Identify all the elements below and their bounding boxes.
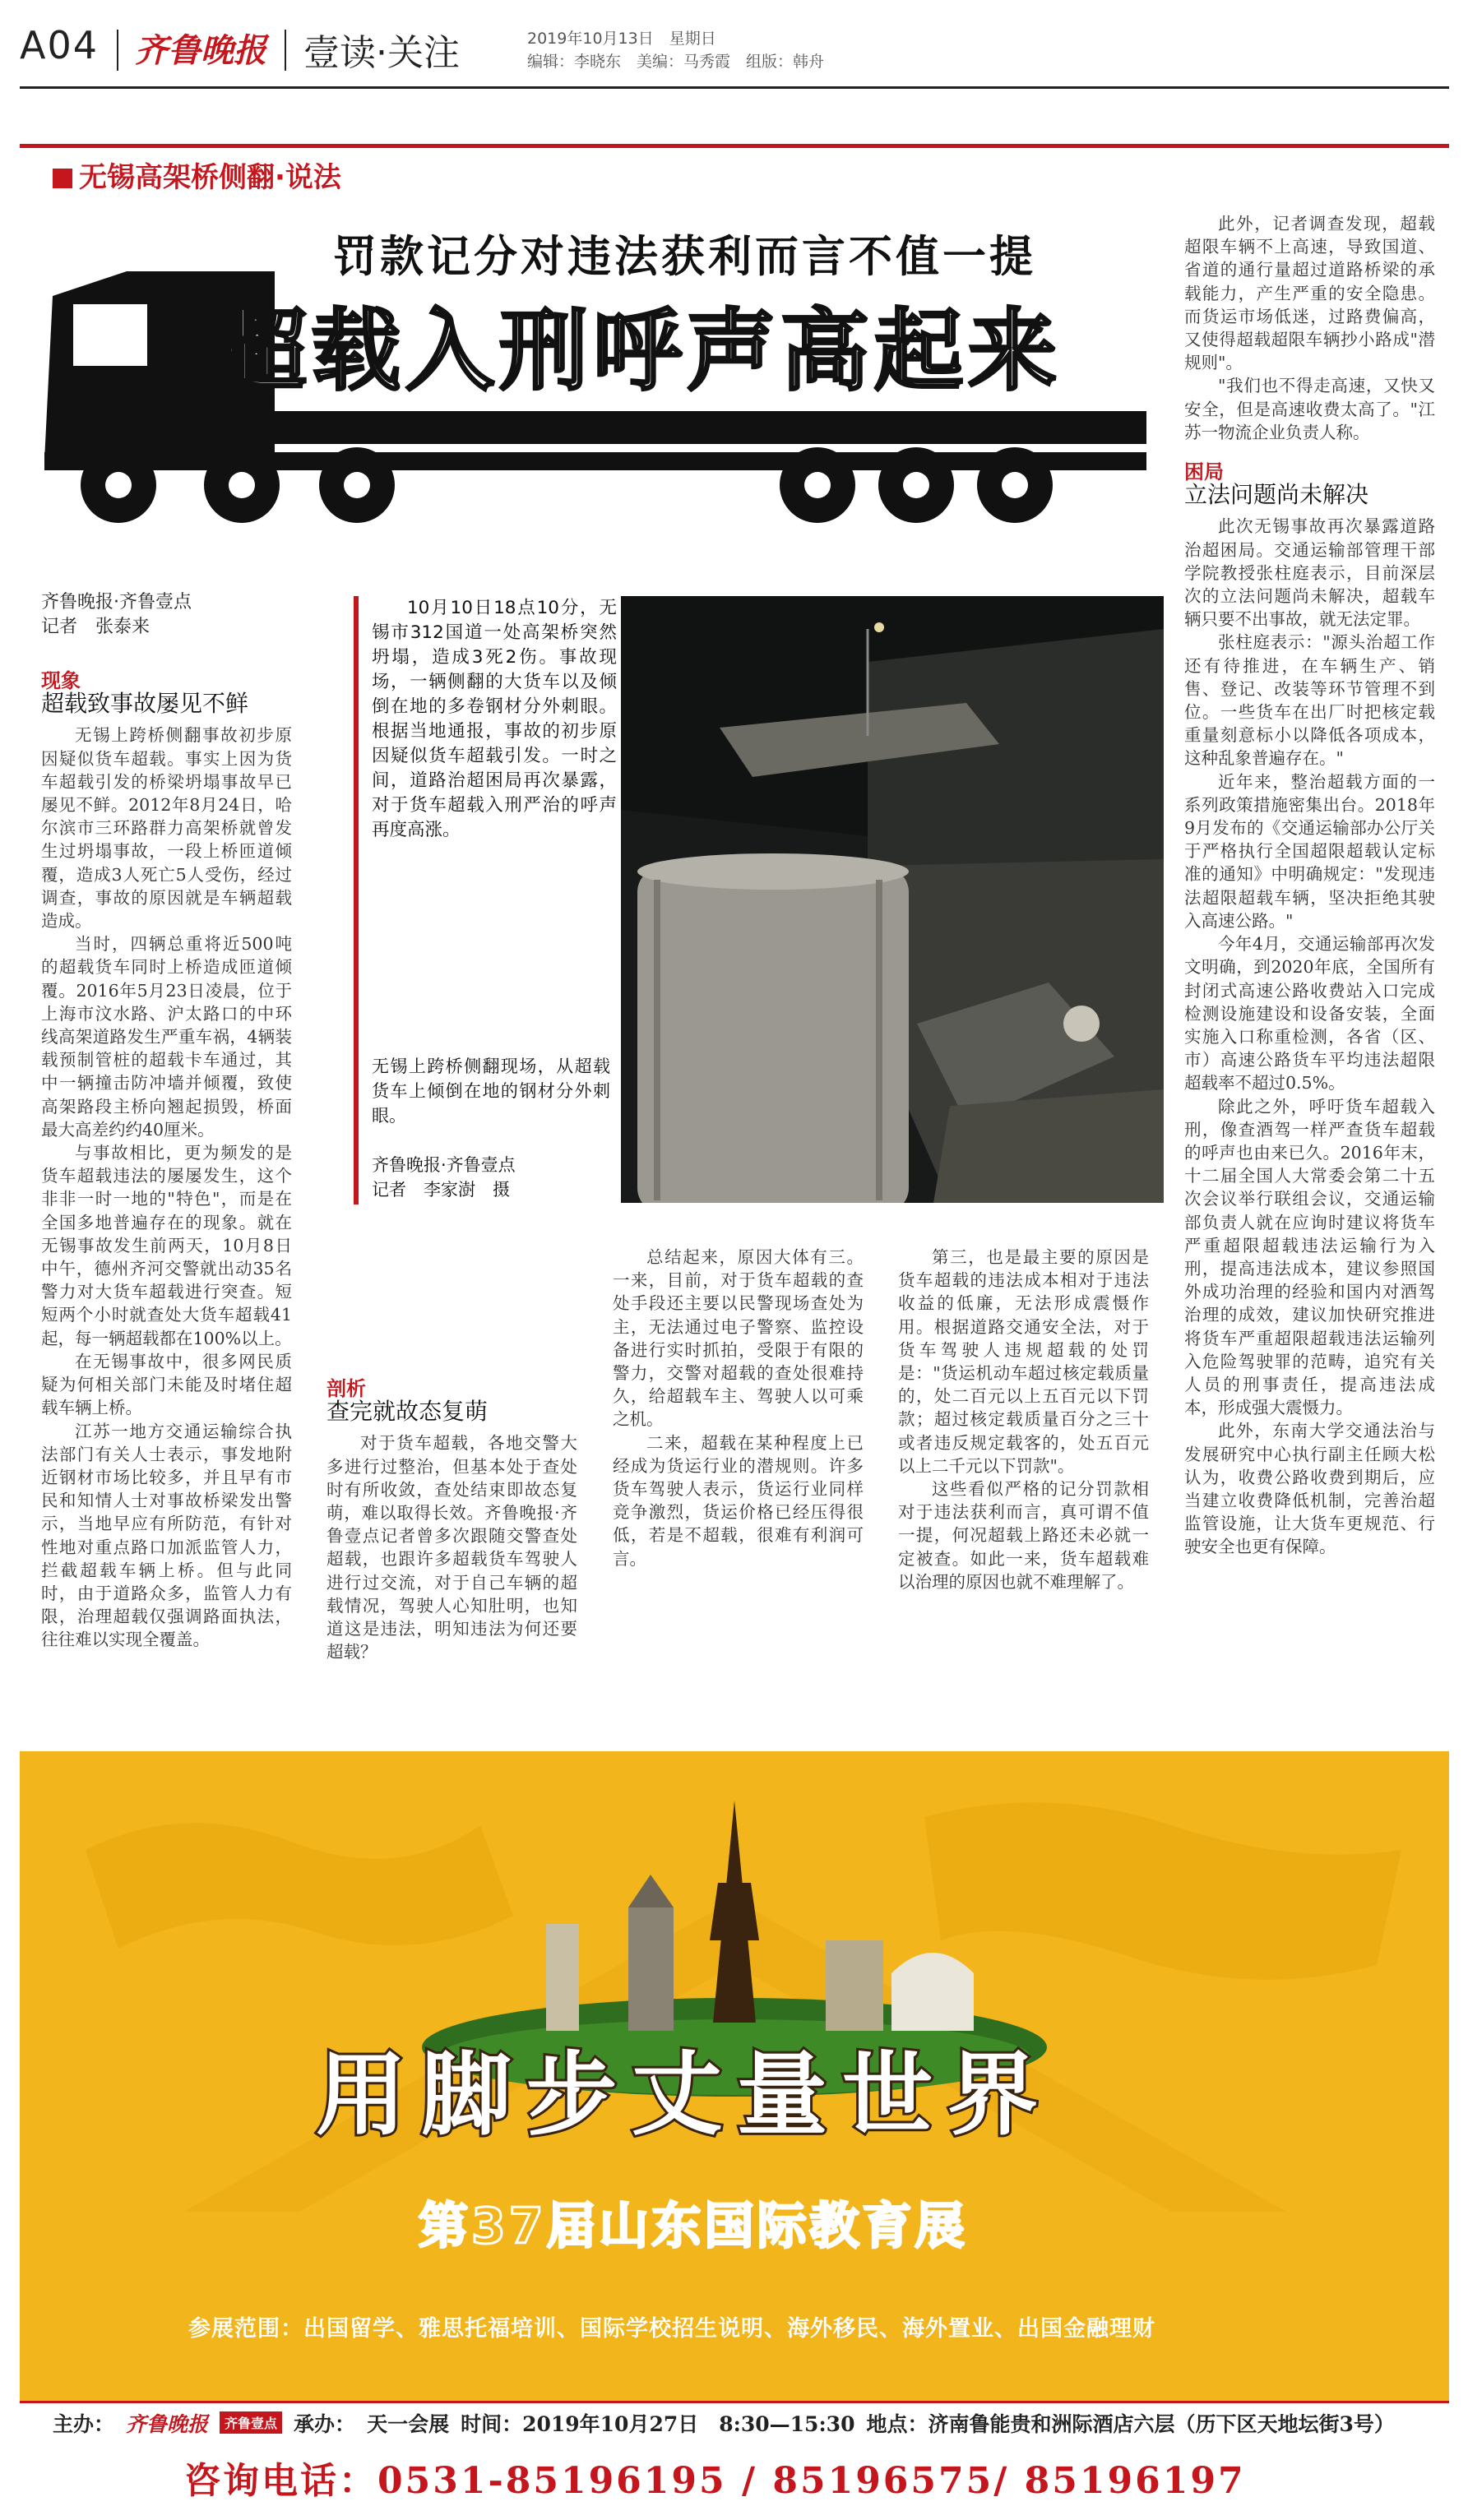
paragraph: 此外，东南大学交通法治与发展研究中心执行副主任顾大松认为，收费公路收费到期后，应当建立收费降低机制，完善治超监管设施，让大货车更规范、行驶安全也更有保障。 [1184,1421,1435,1557]
paragraph: 第三，也是最主要的原因是货车超载的违法成本相对于违法收益的低廉，无法形成震慑作用。根据道路交通安全法，对于货车驾驶人违规超载的处罚是："货运机动车超过核定载质量的，处二百元以上五百元以下罚款；超过核定载质量百分之三十或者违反规定载客的，处五百元以上二千元以下罚款"。 [898,1247,1149,1476]
paper-logo: 齐鲁晚报 [135,31,266,70]
paragraph: 对于货车超载，各地交警大多进行过整治，但基本处于查处时有所收敛，查处结束即故态复萌，难以取得长效。齐鲁晚报·齐鲁壹点记者曾多次跟随交警查处超载，也跟许多超载货车驾驶人进行过交流，对于自己车辆的超载情况，驾驶人心知肚明，也知道这是违法，明知违法为何还要超载？ [326,1433,577,1662]
paragraph: 此外，记者调查发现，超载超限车辆不上高速，导致国道、省道的通行量超过道路桥梁的承载能力，产生严重的安全隐患。而货运市场低迷，过路费偏高，又使得超载超限车辆抄小路成"潜规则"。 [1184,214,1435,373]
lead-paragraph: 10月10日18点10分，无锡市312国道一处高架桥突然坍塌，造成3死2伤。事故现场，一辆侧翻的大货车以及倾倒在地的多卷钢材分外刺眼。根据当地通报，事故的初步原因疑似货车超载引发。一时之间，道路治超困局再次暴露，对于货车超载入刑严治的呼声再度高涨。 [372,598,617,840]
section-kicker: 现象 [41,669,81,692]
article-column-1 [41,590,292,1652]
byline-source: 齐鲁晚报·齐鲁壹点 [41,592,192,613]
paragraph: 除此之外，呼吁货车超载入刑，像查酒驾一样严查货车超载的呼声也由来已久。2016年末，十二届全国人大常委会第二十五次会议举行联组会议，交通运输部负责人就在应询时建议将货车严重超限超载违法运输行为入刑，提高违法成本，建议参照国外成功治理的经验和国内对酒驾治理的成效，建议加快研究推进将货车严重超限超载违法运输列入危险驾驶罪的范畴，追究有关人员的刑事责任，提高违法成本，形成强大震慑力。 [1184,1096,1435,1418]
header-rule [20,86,1449,89]
section-title: 超载致事故屡见不鲜 [41,690,249,718]
accident-scene-photo [621,596,1164,1203]
ad-divider [20,2401,1449,2403]
paragraph: 在无锡事故中，很多网民质疑为何相关部门未能及时堵住超载车辆上桥。 [41,1351,292,1418]
rubric-square-icon [53,169,72,188]
section-title: 立法问题尚未解决 [1184,481,1369,509]
section-redbar [20,144,1449,148]
organizer-label: 承办： [294,2412,356,2436]
paragraph: 这些看似严格的记分罚款相对于违法获利而言，真可谓不值一提，何况超载上路还未必就一定被查。如此一来，货车超载难以治理的原因也就不难理解了。 [898,1479,1149,1592]
page-header [20,23,1449,81]
page-number: A04 [20,23,100,67]
photo-credit-source: 齐鲁晚报·齐鲁壹点 [372,1155,516,1175]
ad-info-row [53,2408,1451,2438]
article-column-5 [1184,212,1435,1559]
section-kicker: 剖析 [326,1377,366,1400]
section-name: 壹读·关注 [303,32,460,74]
headline: 超载入刑呼声高起来 [218,300,1063,403]
issue-date: 2019年10月13日 星期日 [527,30,716,48]
photo-caption: 无锡上跨桥侧翻现场，从超载货车上倾倒在地的钢材分外刺眼。 [372,1057,610,1126]
ad-subtitle: 第37届山东国际教育展 [419,2198,968,2255]
consult-phone: 咨询电话：0531-85196195 / 85196575/ 85196197 [184,2460,1246,2502]
editor-credits: 编辑：李晓东 美编：马秀霞 组版：韩舟 [527,53,825,71]
organizer-name: 天一会展 [367,2412,450,2436]
host-badge: 齐鲁壹点 [220,2411,282,2434]
rubric-text: 无锡高架桥侧翻·说法 [79,161,341,194]
story-rubric [53,155,341,195]
header-divider [117,30,118,71]
paragraph: 近年来，整治超载方面的一系列政策措施密集出台。2018年9月发布的《交通运输部办公厅关于严格执行全国超限超载认定标准的通知》中明确规定："发现违法超限超载车辆，坚决拒绝其驶入高速公路。" [1184,771,1435,931]
paragraph: 张柱庭表示："源头治超工作还有待推进，在车辆生产、销售、登记、改装等环节管理不到位。一些货车在出厂时把核定载重量刻意标小以降低各项成本，这种乱象普遍存在。" [1184,632,1435,769]
ad-info-strip [20,2405,1449,2512]
photo-credit [372,1153,618,1202]
ad-title: 用脚步丈量世界 [316,2041,1053,2148]
host-label: 主办： [53,2412,115,2436]
paragraph: 总结起来，原因大体有三。一来，目前，对于货车超载的查处手段还主要以民警现场查处为主，无法通过电子警察、监控设备进行实时抓拍，受限于有限的警力，交警对超载的查处很难持久，给超载车主、驾驶人以可乘之机。 [613,1247,864,1430]
article-column-4 [898,1246,1149,1593]
article-column-2 [326,1246,577,1663]
host-logo: 齐鲁晚报 [126,2412,209,2436]
paragraph: 二来，超载在某种程度上已经成为货运行业的潜规则。许多货车驾驶人表示，货运行业同样竞争激烈，货运价格已经压得很低，若是不超载，很难有利润可言。 [613,1432,864,1569]
section-kicker: 困局 [1184,460,1224,484]
paragraph: 与事故相比，更为频发的是货车超载违法的屡屡发生，这个非非一时一地的"特色"，而是在全国多地普遍存在的现象。就在无锡事故发生前两天，10月8日中午，德州齐河交警就出动35名警力对大货车超载进行突查。短短两个小时就查处大货车超载41起，每一辆超载都在100%以上。 [41,1143,292,1348]
paragraph: 今年4月，交通运输部再次发文明确，到2020年底，全国所有封闭式高速公路收费站入口完成检测设施建设和设备安装，全面实施入口称重检测，各省（区、市）高速公路货车平均违法超限超载率不超过0.5%。 [1184,934,1435,1094]
education-expo-ad [20,1751,1449,2401]
ad-scope: 参展范围：出国留学、雅思托福培训、国际学校招生说明、海外移民、海外置业、出国金融理财 [188,2316,1155,2342]
subheadline: 罚款记分对违法获利而言不值一提 [333,232,1036,282]
section-title: 查完就故态复萌 [326,1398,489,1426]
byline-reporter: 记者 张泰来 [41,617,151,637]
paragraph: 当时，四辆总重将近500吨的超载货车同时上桥造成匝道倾覆。2016年5月23日凌晨，位于上海市汶水路、沪太路口的中环线高架道路发生严重车祸，4辆装载预制管桩的超载卡车通过，其中一辆撞击防冲墙并倾覆，致使高架路段主桥向翘起损毁，桥面最大高差约约40厘米。 [41,934,292,1140]
paragraph: 此次无锡事故再次暴露道路治超困局。交通运输部管理干部学院教授张柱庭表示，目前深层次的立法问题尚未解决，超载车辆只要不出事故，就无法定罪。 [1184,516,1435,630]
event-venue: 地点：济南鲁能贵和洲际酒店六层（历下区天地坛街3号） [866,2412,1395,2436]
photo-credit-reporter: 记者 李家澍 摄 [372,1180,510,1200]
event-time: 时间：2019年10月27日 8:30—15:30 [461,2412,855,2436]
paragraph: 江苏一地方交通运输综合执法部门有关人士表示，事发地附近钢材市场比较多，并且早有市民和知情人士对事故桥梁发出警示，当地早应有所防范，有针对性地对重点路口加派监管人力，拦截超载车辆上桥。但与此同时，由于道路众多，监管人力有限，治理超载仅强调路面执法，往往难以实现全覆盖。 [41,1421,292,1650]
paragraph: "我们也不得走高速，又快又安全，但是高速收费太高了。"江苏一物流企业负责人称。 [1184,376,1435,442]
paragraph: 无锡上跨桥侧翻事故初步原因疑似货车超载。事实上因为货车超载引发的桥梁坍塌事故早已屡见不鲜。2012年8月24日，哈尔滨市三环路群力高架桥就曾发生过坍塌事故，一段上桥匝道倾覆，造成3人死亡5人受伤，经过调查，事故的原因就是车辆超载造成。 [41,725,292,932]
header-divider [285,30,286,71]
article-column-3 [613,1246,864,1570]
